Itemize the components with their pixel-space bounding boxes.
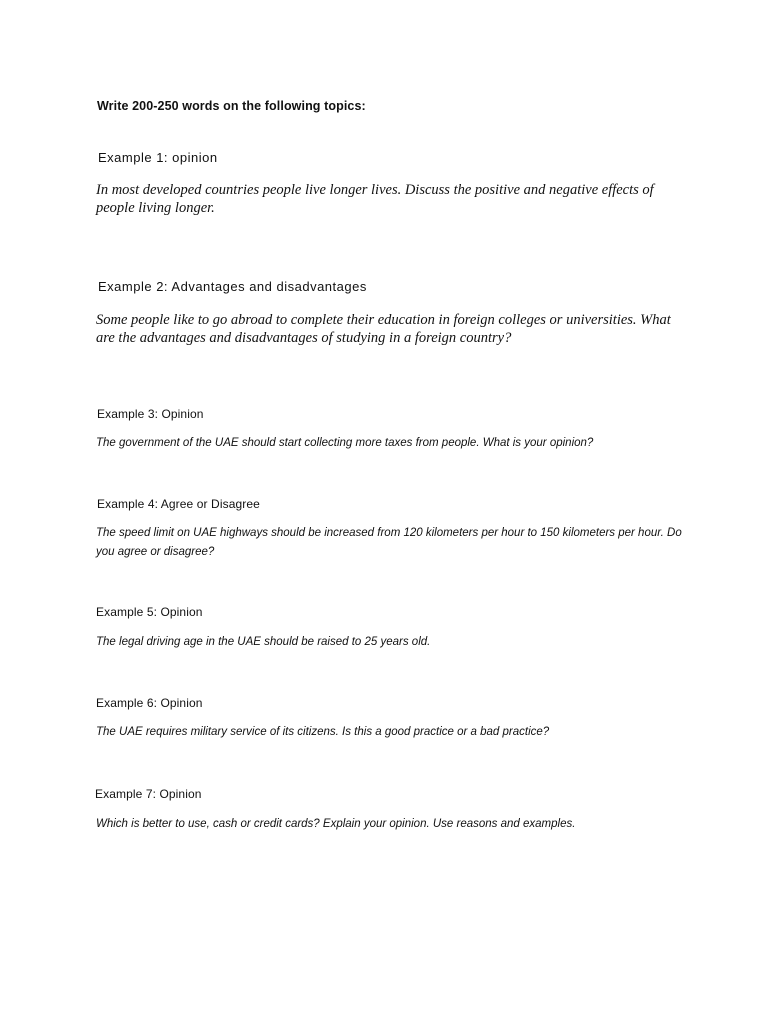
document-heading: Write 200-250 words on the following topics:: [97, 99, 366, 113]
example-5-prompt: The legal driving age in the UAE should be raised to 25 years old.: [96, 636, 431, 648]
example-3-label: Example 3: Opinion: [97, 407, 204, 421]
example-2-label: Example 2: Advantages and disadvantages: [98, 279, 367, 294]
example-7-prompt: Which is better to use, cash or credit cards? Explain your opinion. Use reasons and examples.: [96, 818, 576, 830]
example-6-prompt: The UAE requires military service of its citizens. Is this a good practice or a bad practice?: [96, 726, 550, 738]
example-6-label: Example 6: Opinion: [96, 696, 203, 710]
example-2-prompt: Some people like to go abroad to complete their education in foreign colleges or universities. What are the advantages and disadvantages of studying in a foreign country?: [96, 312, 671, 346]
example-4-prompt: The speed limit on UAE highways should be increased from 120 kilometers per hour to 150 kilometers per hour. Do you agree or disagree?: [96, 527, 682, 558]
example-4-label: Example 4: Agree or Disagree: [97, 497, 260, 511]
example-1-prompt: In most developed countries people live longer lives. Discuss the positive and negative effects of people living longer.: [96, 182, 654, 216]
example-7-label: Example 7: Opinion: [95, 787, 202, 801]
example-3-prompt: The government of the UAE should start collecting more taxes from people. What is your opinion?: [96, 437, 594, 449]
example-5-label: Example 5: Opinion: [96, 605, 203, 619]
example-1-label: Example 1: opinion: [98, 150, 218, 165]
